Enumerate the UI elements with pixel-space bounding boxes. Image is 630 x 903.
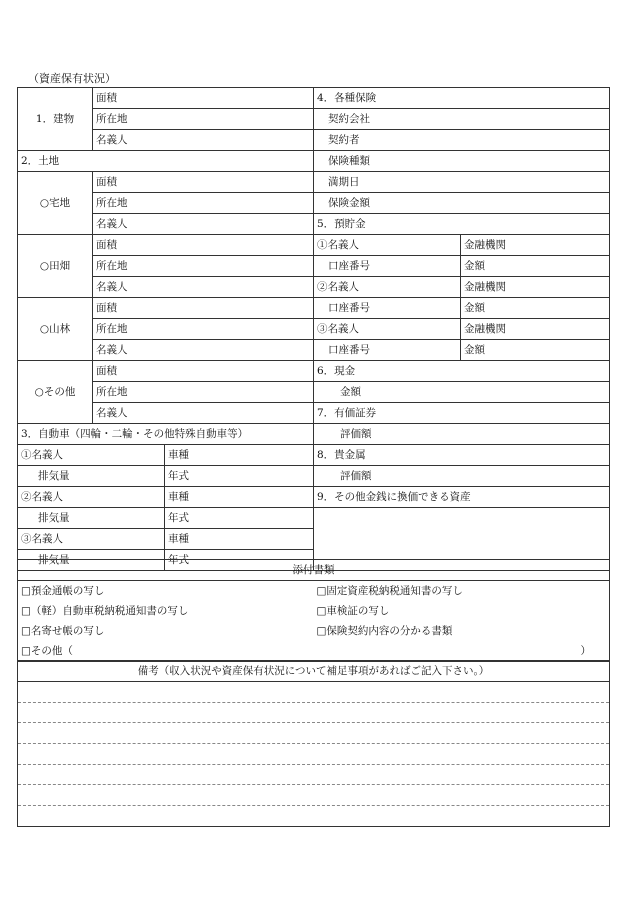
building-label: 1．建物 bbox=[18, 88, 93, 151]
savings-bank-1-field[interactable]: 金融機関 bbox=[461, 235, 610, 256]
savings-heading: 5．預貯金 bbox=[314, 214, 610, 235]
residential-location-field[interactable]: 所在地 bbox=[93, 193, 314, 214]
vehicle-displacement-1-field[interactable]: 排気量 bbox=[18, 466, 165, 487]
vehicle-displacement-3-field[interactable]: 排気量 bbox=[18, 550, 165, 571]
other-land-holder-field[interactable]: 名義人 bbox=[93, 403, 314, 424]
farmland-location-field[interactable]: 所在地 bbox=[93, 256, 314, 277]
savings-account-1-field[interactable]: 口座番号 bbox=[314, 256, 461, 277]
securities-valuation-field[interactable]: 評価額 bbox=[314, 424, 610, 445]
other-land-area-field[interactable]: 面積 bbox=[93, 361, 314, 382]
savings-bank-2-field[interactable]: 金融機関 bbox=[461, 277, 610, 298]
vehicle-year-2-field[interactable]: 年式 bbox=[165, 508, 314, 529]
savings-holder-3-field[interactable]: ③名義人 bbox=[314, 319, 461, 340]
attachments-table bbox=[17, 559, 610, 662]
attach-checkbox-vehicle-tax[interactable]: □（軽）自動車税納税通知書の写し bbox=[18, 601, 314, 621]
metals-valuation-field[interactable]: 評価額 bbox=[314, 466, 610, 487]
cash-heading: 6．現金 bbox=[314, 361, 610, 382]
remarks-line[interactable] bbox=[18, 702, 610, 723]
attach-checkbox-inspection-cert[interactable]: □車検証の写し bbox=[314, 601, 610, 621]
savings-account-2-field[interactable]: 口座番号 bbox=[314, 298, 461, 319]
savings-account-3-field[interactable]: 口座番号 bbox=[314, 340, 461, 361]
vehicle-holder-3-field[interactable]: ③名義人 bbox=[18, 529, 165, 550]
savings-holder-2-field[interactable]: ②名義人 bbox=[314, 277, 461, 298]
securities-heading: 7．有価証券 bbox=[314, 403, 610, 424]
forest-label: ○山林 bbox=[18, 298, 93, 361]
building-holder-field[interactable]: 名義人 bbox=[93, 130, 314, 151]
insurance-amount-field[interactable]: 保険金額 bbox=[314, 193, 610, 214]
remarks-line[interactable] bbox=[18, 744, 610, 765]
forest-holder-field[interactable]: 名義人 bbox=[93, 340, 314, 361]
attach-other-close: ） bbox=[580, 644, 591, 657]
other-land-location-field[interactable]: 所在地 bbox=[93, 382, 314, 403]
farmland-area-field[interactable]: 面積 bbox=[93, 235, 314, 256]
residential-holder-field[interactable]: 名義人 bbox=[93, 214, 314, 235]
attach-checkbox-passbook[interactable]: □預金通帳の写し bbox=[18, 581, 314, 602]
remarks-line[interactable] bbox=[18, 764, 610, 785]
cash-amount-field[interactable]: 金額 bbox=[314, 382, 610, 403]
vehicle-type-1-field[interactable]: 車種 bbox=[165, 445, 314, 466]
savings-amount-2-field[interactable]: 金額 bbox=[461, 298, 610, 319]
remarks-line[interactable] bbox=[18, 806, 610, 827]
vehicle-displacement-2-field[interactable]: 排気量 bbox=[18, 508, 165, 529]
asset-table bbox=[17, 87, 610, 571]
insurance-type-field[interactable]: 保険種類 bbox=[314, 151, 610, 172]
building-location-field[interactable]: 所在地 bbox=[93, 109, 314, 130]
attachments-title: 添付書類 bbox=[18, 560, 610, 581]
insurance-contractor-field[interactable]: 契約者 bbox=[314, 130, 610, 151]
vehicle-holder-2-field[interactable]: ②名義人 bbox=[18, 487, 165, 508]
remarks-table bbox=[17, 660, 610, 827]
vehicle-type-3-field[interactable]: 車種 bbox=[165, 529, 314, 550]
vehicle-type-2-field[interactable]: 車種 bbox=[165, 487, 314, 508]
savings-amount-1-field[interactable]: 金額 bbox=[461, 256, 610, 277]
farmland-holder-field[interactable]: 名義人 bbox=[93, 277, 314, 298]
insurance-heading: 4．各種保険 bbox=[314, 88, 610, 109]
attach-checkbox-other[interactable] bbox=[18, 641, 610, 662]
land-heading: 2．土地 bbox=[18, 151, 314, 172]
attach-other-label: □その他（ bbox=[21, 644, 73, 657]
metals-heading: 8．貴金属 bbox=[314, 445, 610, 466]
insurance-maturity-field[interactable]: 満期日 bbox=[314, 172, 610, 193]
farmland-label: ○田畑 bbox=[18, 235, 93, 298]
other-assets-heading: 9．その他金銭に換価できる資産 bbox=[314, 487, 610, 508]
forest-location-field[interactable]: 所在地 bbox=[93, 319, 314, 340]
remarks-line[interactable] bbox=[18, 682, 610, 703]
vehicle-year-3-field[interactable]: 年式 bbox=[165, 550, 314, 571]
remarks-line[interactable] bbox=[18, 785, 610, 806]
other-land-label: ○その他 bbox=[18, 361, 93, 424]
attach-checkbox-insurance-docs[interactable]: □保険契約内容の分かる書類 bbox=[314, 621, 610, 641]
vehicle-holder-1-field[interactable]: ①名義人 bbox=[18, 445, 165, 466]
savings-amount-3-field[interactable]: 金額 bbox=[461, 340, 610, 361]
attach-checkbox-property-tax[interactable]: □固定資産税納税通知書の写し bbox=[314, 581, 610, 602]
savings-bank-3-field[interactable]: 金融機関 bbox=[461, 319, 610, 340]
vehicle-heading: 3．自動車（四輪・二輪・その他特殊自動車等） bbox=[18, 424, 314, 445]
remarks-line[interactable] bbox=[18, 723, 610, 744]
attach-checkbox-name-register[interactable]: □名寄せ帳の写し bbox=[18, 621, 314, 641]
section-caption: （資産保有状況） bbox=[28, 72, 116, 85]
vehicle-year-1-field[interactable]: 年式 bbox=[165, 466, 314, 487]
remarks-title: 備考（収入状況や資産保有状況について補足事項があればご記入下さい。） bbox=[18, 661, 610, 682]
residential-label: ○宅地 bbox=[18, 172, 93, 235]
building-area-field[interactable]: 面積 bbox=[93, 88, 314, 109]
insurance-company-field[interactable]: 契約会社 bbox=[314, 109, 610, 130]
forest-area-field[interactable]: 面積 bbox=[93, 298, 314, 319]
residential-area-field[interactable]: 面積 bbox=[93, 172, 314, 193]
savings-holder-1-field[interactable]: ①名義人 bbox=[314, 235, 461, 256]
